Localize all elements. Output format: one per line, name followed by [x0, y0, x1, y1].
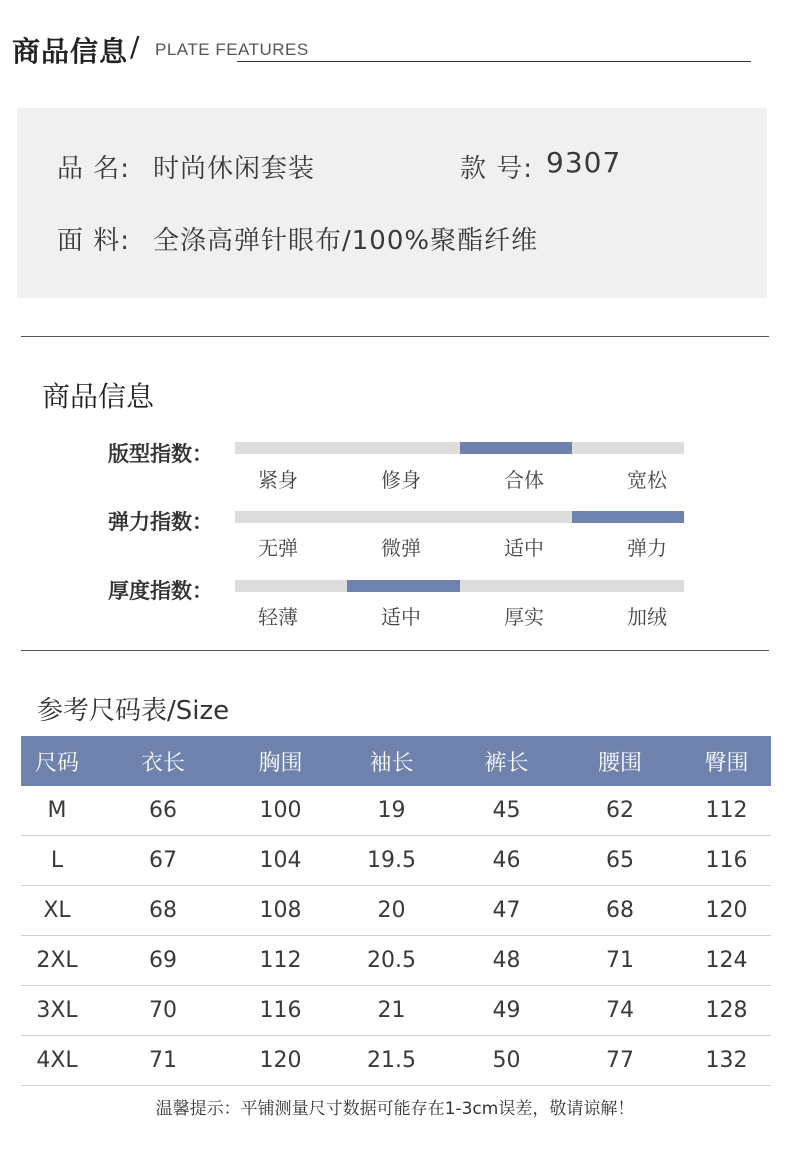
table-cell: 74	[558, 986, 682, 1036]
table-cell: 120	[682, 886, 771, 936]
thickness-option-2: 适中	[381, 605, 421, 629]
table-cell: 128	[682, 986, 771, 1036]
fit-index-indicator	[460, 442, 572, 454]
table-cell: 108	[233, 886, 328, 936]
title-slash: /	[130, 30, 140, 63]
table-cell: 62	[558, 786, 682, 836]
table-cell: 69	[93, 936, 233, 986]
table-cell: 65	[558, 836, 682, 886]
size-table-title: 参考尺码表/Size	[37, 696, 230, 726]
header-pants-length: 裤长	[455, 736, 558, 786]
thickness-index-indicator	[347, 580, 459, 592]
elasticity-option-1: 无弹	[258, 536, 298, 560]
table-cell: 66	[93, 786, 233, 836]
table-row	[21, 986, 771, 1036]
table-cell: 100	[233, 786, 328, 836]
fit-option-1: 紧身	[258, 468, 298, 492]
elasticity-index-bar	[235, 511, 684, 523]
table-row	[21, 1036, 771, 1086]
thickness-option-3: 厚实	[504, 605, 544, 629]
table-cell: 49	[455, 986, 558, 1036]
header-chest: 胸围	[233, 736, 328, 786]
header-waist: 腰围	[558, 736, 682, 786]
table-cell: 21.5	[328, 1036, 455, 1086]
table-cell: 124	[682, 936, 771, 986]
table-cell: 68	[558, 886, 682, 936]
table-row	[21, 936, 771, 986]
size-table	[21, 736, 771, 1086]
table-cell: 132	[682, 1036, 771, 1086]
product-code-label: 款 号:	[460, 154, 534, 184]
thickness-option-1: 轻薄	[258, 605, 298, 629]
table-cell: 71	[558, 936, 682, 986]
thickness-index-label: 厚度指数：	[108, 579, 213, 603]
table-row	[21, 886, 771, 936]
elasticity-option-3: 适中	[504, 536, 544, 560]
divider-top	[21, 336, 769, 337]
fit-option-4: 宽松	[627, 468, 667, 492]
indices-title: 商品信息	[42, 380, 155, 413]
header-size: 尺码	[21, 736, 93, 786]
fit-option-3: 合体	[504, 468, 544, 492]
table-cell: 47	[455, 886, 558, 936]
thickness-option-4: 加绒	[627, 605, 667, 629]
product-code-value: 9307	[546, 146, 622, 179]
table-cell: 4XL	[21, 1036, 93, 1086]
table-cell: 3XL	[21, 986, 93, 1036]
table-row	[21, 786, 771, 836]
section-title-product-info: 商品信息	[12, 35, 129, 68]
fit-option-2: 修身	[381, 468, 421, 492]
header-length: 衣长	[93, 736, 233, 786]
table-cell: 20	[328, 886, 455, 936]
elasticity-option-4: 弹力	[627, 536, 667, 560]
thickness-index-bar	[235, 580, 684, 592]
product-info-box	[17, 108, 767, 298]
table-cell: 20.5	[328, 936, 455, 986]
fabric-value: 全涤高弹针眼布/100%聚酯纤维	[153, 226, 539, 256]
table-cell: M	[21, 786, 93, 836]
table-cell: 67	[93, 836, 233, 886]
table-cell: 120	[233, 1036, 328, 1086]
table-cell: 45	[455, 786, 558, 836]
header-sleeve: 袖长	[328, 736, 455, 786]
table-cell: 116	[682, 836, 771, 886]
table-cell: 46	[455, 836, 558, 886]
product-name-label: 品 名:	[57, 154, 131, 184]
fit-index-bar	[235, 442, 684, 454]
header-underline	[237, 61, 751, 62]
fit-index-label: 版型指数：	[108, 442, 213, 466]
table-cell: 48	[455, 936, 558, 986]
table-cell: 68	[93, 886, 233, 936]
product-name-value: 时尚休闲套装	[153, 154, 316, 184]
table-cell: 19.5	[328, 836, 455, 886]
measurement-note: 温馨提示：平铺测量尺寸数据可能存在1-3cm误差，敬请谅解！	[155, 1099, 635, 1119]
elasticity-index-indicator	[572, 511, 684, 523]
table-cell: 116	[233, 986, 328, 1036]
table-cell: 21	[328, 986, 455, 1036]
table-row	[21, 836, 771, 886]
table-cell: 70	[93, 986, 233, 1036]
table-cell: 2XL	[21, 936, 93, 986]
table-cell: 77	[558, 1036, 682, 1086]
elasticity-option-2: 微弹	[381, 536, 421, 560]
section-subtitle-plate-features: PLATE FEATURES	[155, 40, 309, 59]
table-cell: 112	[233, 936, 328, 986]
table-cell: 71	[93, 1036, 233, 1086]
table-cell: XL	[21, 886, 93, 936]
divider-bottom	[21, 650, 769, 651]
table-cell: 50	[455, 1036, 558, 1086]
table-cell: 112	[682, 786, 771, 836]
fabric-label: 面 料:	[57, 226, 131, 256]
table-cell: L	[21, 836, 93, 886]
table-cell: 104	[233, 836, 328, 886]
size-table-header	[21, 736, 771, 786]
table-cell: 19	[328, 786, 455, 836]
elasticity-index-label: 弹力指数：	[108, 510, 213, 534]
header-hip: 臀围	[682, 736, 771, 786]
